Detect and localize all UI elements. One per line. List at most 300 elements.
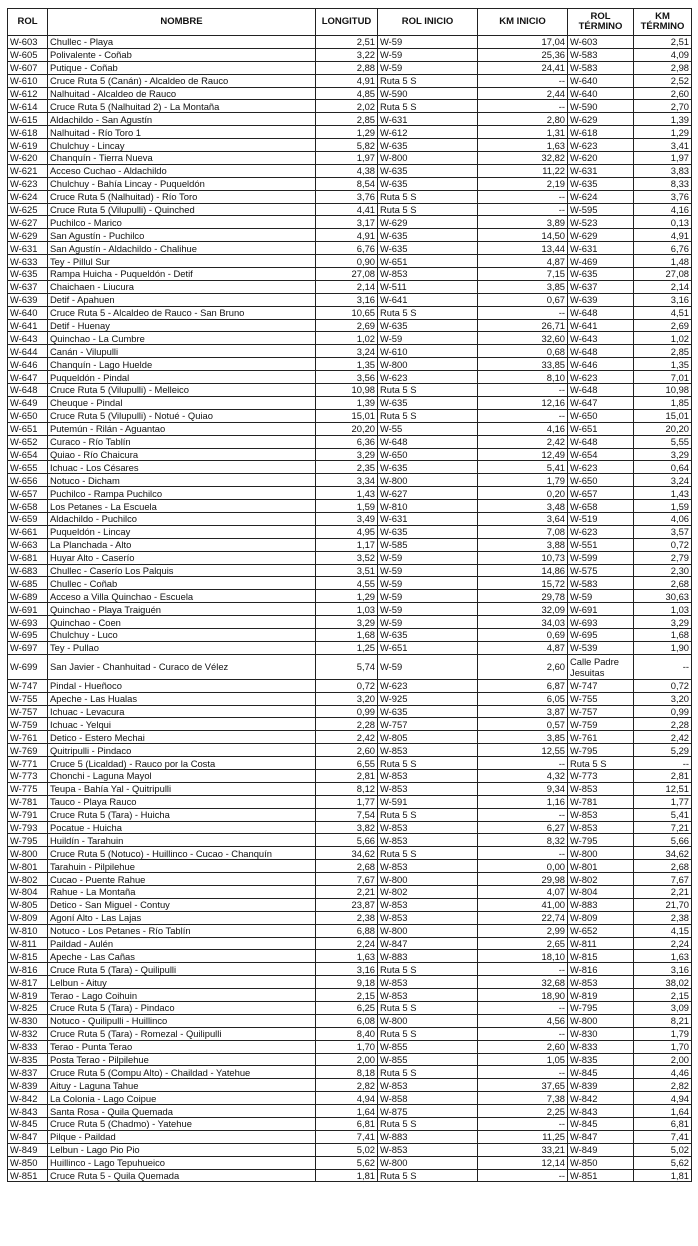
cell-km-termino: 3,09 xyxy=(634,1002,692,1015)
cell-rol: W-810 xyxy=(8,924,48,937)
cell-km-termino: 4,94 xyxy=(634,1092,692,1105)
cell-nombre: Quiao - Río Chaicura xyxy=(48,448,316,461)
cell-rol: W-658 xyxy=(8,500,48,513)
cell-nombre: Pindal - Hueñoco xyxy=(48,679,316,692)
cell-km-inicio: 1,79 xyxy=(478,474,568,487)
cell-km-termino: 7,67 xyxy=(634,873,692,886)
table-row xyxy=(8,924,692,937)
cell-km-inicio: 41,00 xyxy=(478,898,568,911)
cell-km-termino: 2,00 xyxy=(634,1053,692,1066)
table-row xyxy=(8,769,692,782)
cell-nombre: Chanquín - Lago Huelde xyxy=(48,358,316,371)
cell-longitud: 6,76 xyxy=(316,242,378,255)
cell-rol-termino: W-816 xyxy=(568,963,634,976)
cell-rol-termino: W-624 xyxy=(568,190,634,203)
cell-nombre: Detif - Huenay xyxy=(48,319,316,332)
cell-rol-inicio: W-651 xyxy=(378,641,478,654)
cell-km-termino: 30,63 xyxy=(634,590,692,603)
table-row xyxy=(8,551,692,564)
cell-km-termino: 3,16 xyxy=(634,963,692,976)
cell-nombre: Puchilco - Rampa Puchilco xyxy=(48,487,316,500)
cell-rol-termino: W-575 xyxy=(568,564,634,577)
table-row xyxy=(8,448,692,461)
cell-km-termino: 34,62 xyxy=(634,847,692,860)
cell-rol: W-649 xyxy=(8,396,48,409)
cell-rol-inicio: W-623 xyxy=(378,679,478,692)
cell-rol: W-648 xyxy=(8,384,48,397)
cell-longitud: 1,63 xyxy=(316,950,378,963)
cell-rol-termino: W-599 xyxy=(568,551,634,564)
cell-rol: W-681 xyxy=(8,551,48,564)
cell-rol: W-781 xyxy=(8,795,48,808)
table-row xyxy=(8,590,692,603)
cell-km-termino: 0,13 xyxy=(634,216,692,229)
cell-km-termino: -- xyxy=(634,757,692,770)
cell-km-inicio: 6,05 xyxy=(478,692,568,705)
header-longitud: LONGITUD xyxy=(316,9,378,36)
cell-rol-inicio: W-853 xyxy=(378,1079,478,1092)
cell-rol-termino: W-583 xyxy=(568,48,634,61)
cell-longitud: 4,95 xyxy=(316,525,378,538)
cell-longitud: 10,65 xyxy=(316,306,378,319)
cell-nombre: Rahue - La Montaña xyxy=(48,886,316,899)
cell-rol-inicio: W-59 xyxy=(378,603,478,616)
cell-longitud: 1,97 xyxy=(316,152,378,165)
cell-longitud: 2,21 xyxy=(316,886,378,899)
table-row xyxy=(8,963,692,976)
cell-nombre: Santa Rosa - Quila Quemada xyxy=(48,1105,316,1118)
cell-nombre: Apeche - Las Cañas xyxy=(48,950,316,963)
cell-km-termino: -- xyxy=(634,654,692,679)
cell-rol: W-627 xyxy=(8,216,48,229)
cell-longitud: 2,60 xyxy=(316,744,378,757)
cell-nombre: Cruce Ruta 5 (Canán) - Alcaldeo de Rauco xyxy=(48,74,316,87)
cell-longitud: 15,01 xyxy=(316,409,378,422)
cell-rol: W-610 xyxy=(8,74,48,87)
cell-rol-inicio: W-591 xyxy=(378,795,478,808)
cell-longitud: 1,64 xyxy=(316,1105,378,1118)
cell-rol: W-631 xyxy=(8,242,48,255)
cell-rol-termino: W-759 xyxy=(568,718,634,731)
cell-km-inicio: -- xyxy=(478,100,568,113)
cell-km-termino: 7,41 xyxy=(634,1130,692,1143)
cell-km-termino: 5,29 xyxy=(634,744,692,757)
cell-km-termino: 4,51 xyxy=(634,306,692,319)
table-row xyxy=(8,1130,692,1143)
table-row xyxy=(8,950,692,963)
cell-rol-inicio: W-853 xyxy=(378,834,478,847)
cell-rol: W-654 xyxy=(8,448,48,461)
cell-rol-inicio: W-635 xyxy=(378,525,478,538)
cell-km-termino: 0,64 xyxy=(634,461,692,474)
cell-rol-termino: W-647 xyxy=(568,396,634,409)
cell-rol-inicio: W-59 xyxy=(378,551,478,564)
table-row xyxy=(8,345,692,358)
cell-rol: W-839 xyxy=(8,1079,48,1092)
cell-km-termino: 6,76 xyxy=(634,242,692,255)
cell-km-termino: 1,59 xyxy=(634,500,692,513)
cell-rol: W-793 xyxy=(8,821,48,834)
cell-km-termino: 1,97 xyxy=(634,152,692,165)
cell-km-inicio: 7,15 xyxy=(478,268,568,281)
cell-rol: W-833 xyxy=(8,1040,48,1053)
cell-rol-inicio: W-59 xyxy=(378,590,478,603)
cell-longitud: 1,03 xyxy=(316,603,378,616)
cell-km-inicio: -- xyxy=(478,757,568,770)
cell-rol: W-835 xyxy=(8,1053,48,1066)
cell-longitud: 3,17 xyxy=(316,216,378,229)
cell-km-inicio: 4,16 xyxy=(478,422,568,435)
cell-rol-inicio: W-635 xyxy=(378,705,478,718)
cell-longitud: 0,72 xyxy=(316,679,378,692)
cell-rol-termino: W-658 xyxy=(568,500,634,513)
cell-rol: W-652 xyxy=(8,435,48,448)
cell-rol: W-639 xyxy=(8,293,48,306)
cell-km-inicio: 0,57 xyxy=(478,718,568,731)
cell-longitud: 3,22 xyxy=(316,48,378,61)
table-row xyxy=(8,976,692,989)
cell-nombre: Teupa - Bahía Yal - Quitripulli xyxy=(48,782,316,795)
cell-rol-termino: W-623 xyxy=(568,525,634,538)
cell-rol-termino: W-551 xyxy=(568,538,634,551)
cell-km-termino: 1,90 xyxy=(634,641,692,654)
cell-rol-inicio: W-853 xyxy=(378,268,478,281)
cell-longitud: 27,08 xyxy=(316,268,378,281)
cell-longitud: 9,18 xyxy=(316,976,378,989)
table-row xyxy=(8,1040,692,1053)
cell-rol-termino: W-845 xyxy=(568,1066,634,1079)
cell-km-termino: 1,68 xyxy=(634,628,692,641)
cell-rol: W-699 xyxy=(8,654,48,679)
cell-km-termino: 5,02 xyxy=(634,1143,692,1156)
cell-rol-termino: W-755 xyxy=(568,692,634,705)
cell-rol-termino: W-631 xyxy=(568,242,634,255)
table-row xyxy=(8,873,692,886)
cell-rol-termino: W-795 xyxy=(568,834,634,847)
cell-rol: W-693 xyxy=(8,616,48,629)
table-row xyxy=(8,603,692,616)
table-row xyxy=(8,474,692,487)
cell-rol: W-851 xyxy=(8,1169,48,1182)
cell-longitud: 1,68 xyxy=(316,628,378,641)
table-row xyxy=(8,487,692,500)
cell-rol-inicio: W-635 xyxy=(378,177,478,190)
cell-nombre: Chanquín - Tierra Nueva xyxy=(48,152,316,165)
cell-longitud: 3,29 xyxy=(316,616,378,629)
cell-rol-inicio: W-853 xyxy=(378,769,478,782)
cell-rol: W-607 xyxy=(8,61,48,74)
cell-rol: W-619 xyxy=(8,139,48,152)
cell-km-termino: 5,66 xyxy=(634,834,692,847)
cell-nombre: La Colonia - Lago Coipue xyxy=(48,1092,316,1105)
cell-km-termino: 3,83 xyxy=(634,164,692,177)
cell-rol: W-811 xyxy=(8,937,48,950)
cell-rol-termino: W-693 xyxy=(568,616,634,629)
cell-rol-inicio: W-855 xyxy=(378,1040,478,1053)
cell-km-inicio: 26,71 xyxy=(478,319,568,332)
cell-rol-inicio: Ruta 5 S xyxy=(378,203,478,216)
cell-rol-inicio: W-59 xyxy=(378,654,478,679)
cell-nombre: Aituy - Laguna Tahue xyxy=(48,1079,316,1092)
cell-nombre: Huildín - Tarahuin xyxy=(48,834,316,847)
cell-rol-termino: W-815 xyxy=(568,950,634,963)
cell-longitud: 1,17 xyxy=(316,538,378,551)
cell-km-inicio: 34,03 xyxy=(478,616,568,629)
cell-rol-termino: W-781 xyxy=(568,795,634,808)
cell-nombre: Chullec - Coñab xyxy=(48,577,316,590)
cell-rol-termino: W-851 xyxy=(568,1169,634,1182)
table-row xyxy=(8,898,692,911)
cell-rol-termino: W-839 xyxy=(568,1079,634,1092)
cell-rol-inicio: Ruta 5 S xyxy=(378,384,478,397)
cell-longitud: 5,62 xyxy=(316,1156,378,1169)
table-row xyxy=(8,705,692,718)
cell-rol: W-819 xyxy=(8,989,48,1002)
cell-nombre: Cruce Ruta 5 (Nalhuitad) - Río Toro xyxy=(48,190,316,203)
cell-rol-termino: W-657 xyxy=(568,487,634,500)
cell-longitud: 7,41 xyxy=(316,1130,378,1143)
cell-rol: W-775 xyxy=(8,782,48,795)
cell-nombre: Tarahuin - Pilpilehue xyxy=(48,860,316,873)
cell-longitud: 5,66 xyxy=(316,834,378,847)
cell-km-inicio: 17,04 xyxy=(478,36,568,49)
table-row xyxy=(8,293,692,306)
cell-km-termino: 2,69 xyxy=(634,319,692,332)
cell-km-termino: 3,29 xyxy=(634,448,692,461)
header-km-termino: KM TÉRMINO xyxy=(634,9,692,36)
cell-longitud: 1,77 xyxy=(316,795,378,808)
cell-rol-termino: W-843 xyxy=(568,1105,634,1118)
cell-rol-inicio: W-59 xyxy=(378,616,478,629)
cell-rol: W-603 xyxy=(8,36,48,49)
cell-km-inicio: 0,69 xyxy=(478,628,568,641)
cell-nombre: Terao - Punta Terao xyxy=(48,1040,316,1053)
cell-rol-inicio: W-585 xyxy=(378,538,478,551)
cell-rol-termino: W-595 xyxy=(568,203,634,216)
cell-rol-termino: W-539 xyxy=(568,641,634,654)
cell-rol: W-605 xyxy=(8,48,48,61)
cell-longitud: 8,54 xyxy=(316,177,378,190)
cell-km-inicio: 3,88 xyxy=(478,538,568,551)
cell-longitud: 2,69 xyxy=(316,319,378,332)
cell-rol: W-805 xyxy=(8,898,48,911)
cell-rol: W-747 xyxy=(8,679,48,692)
cell-km-termino: 5,62 xyxy=(634,1156,692,1169)
cell-rol-termino: W-646 xyxy=(568,358,634,371)
table-header-row xyxy=(8,9,692,36)
cell-km-inicio: 0,20 xyxy=(478,487,568,500)
cell-rol-inicio: Ruta 5 S xyxy=(378,757,478,770)
table-row xyxy=(8,821,692,834)
cell-nombre: Quinchao - Coen xyxy=(48,616,316,629)
cell-rol-termino: W-883 xyxy=(568,898,634,911)
cell-nombre: Notuco - Dicham xyxy=(48,474,316,487)
table-row xyxy=(8,1092,692,1105)
cell-rol-inicio: W-59 xyxy=(378,564,478,577)
table-row xyxy=(8,500,692,513)
cell-rol: W-637 xyxy=(8,280,48,293)
cell-rol-termino: W-773 xyxy=(568,769,634,782)
cell-rol-inicio: W-853 xyxy=(378,744,478,757)
cell-longitud: 6,81 xyxy=(316,1118,378,1131)
table-row xyxy=(8,48,692,61)
cell-rol: W-663 xyxy=(8,538,48,551)
cell-nombre: Rampa Huicha - Puqueldón - Detif xyxy=(48,268,316,281)
cell-rol-inicio: W-590 xyxy=(378,87,478,100)
cell-rol-termino: W-650 xyxy=(568,409,634,422)
cell-rol: W-621 xyxy=(8,164,48,177)
cell-km-termino: 10,98 xyxy=(634,384,692,397)
cell-nombre: Acceso Cuchao - Aldachildo xyxy=(48,164,316,177)
table-row xyxy=(8,384,692,397)
cell-rol: W-817 xyxy=(8,976,48,989)
cell-km-inicio: 9,34 xyxy=(478,782,568,795)
cell-rol: W-695 xyxy=(8,628,48,641)
cell-nombre: Cruce Ruta 5 (Nalhuitad 2) - La Montaña xyxy=(48,100,316,113)
table-row xyxy=(8,679,692,692)
cell-longitud: 2,38 xyxy=(316,911,378,924)
cell-km-termino: 27,08 xyxy=(634,268,692,281)
cell-nombre: Chaichaen - Liucura xyxy=(48,280,316,293)
cell-rol-inicio: W-648 xyxy=(378,435,478,448)
cell-nombre: Chullec - Playa xyxy=(48,36,316,49)
cell-rol-inicio: W-650 xyxy=(378,448,478,461)
cell-nombre: Pilque - Paildad xyxy=(48,1130,316,1143)
cell-rol-termino: W-691 xyxy=(568,603,634,616)
table-row xyxy=(8,628,692,641)
table-row xyxy=(8,731,692,744)
cell-km-inicio: 15,72 xyxy=(478,577,568,590)
cell-rol: W-625 xyxy=(8,203,48,216)
cell-nombre: Cruce Ruta 5 (Tara) - Romezal - Quilipulli xyxy=(48,1027,316,1040)
table-row xyxy=(8,1066,692,1079)
cell-km-termino: 0,72 xyxy=(634,538,692,551)
cell-nombre: Cruce Ruta 5 (Vilupulli) - Quinched xyxy=(48,203,316,216)
cell-rol: W-685 xyxy=(8,577,48,590)
header-km-inicio: KM INICIO xyxy=(478,9,568,36)
cell-rol: W-620 xyxy=(8,152,48,165)
cell-km-inicio: 3,64 xyxy=(478,512,568,525)
cell-km-inicio: -- xyxy=(478,306,568,319)
cell-km-termino: 2,38 xyxy=(634,911,692,924)
cell-km-termino: 2,82 xyxy=(634,1079,692,1092)
cell-nombre: Apeche - Las Hualas xyxy=(48,692,316,705)
cell-km-termino: 2,42 xyxy=(634,731,692,744)
cell-nombre: Chulchuy - Luco xyxy=(48,628,316,641)
cell-rol-termino: W-469 xyxy=(568,255,634,268)
cell-nombre: Nalhuitad - Río Toro 1 xyxy=(48,126,316,139)
cell-longitud: 5,02 xyxy=(316,1143,378,1156)
cell-rol-inicio: Ruta 5 S xyxy=(378,963,478,976)
cell-rol-termino: W-853 xyxy=(568,976,634,989)
cell-longitud: 8,12 xyxy=(316,782,378,795)
cell-km-inicio: 3,89 xyxy=(478,216,568,229)
cell-rol: W-809 xyxy=(8,911,48,924)
table-row xyxy=(8,306,692,319)
cell-longitud: 3,34 xyxy=(316,474,378,487)
cell-rol-inicio: W-610 xyxy=(378,345,478,358)
cell-longitud: 3,16 xyxy=(316,293,378,306)
cell-rol-termino: W-853 xyxy=(568,782,634,795)
table-row xyxy=(8,409,692,422)
table-row xyxy=(8,795,692,808)
cell-rol-termino: W-639 xyxy=(568,293,634,306)
cell-rol: W-825 xyxy=(8,1002,48,1015)
cell-nombre: Chulchuy - Bahía Lincay - Puqueldón xyxy=(48,177,316,190)
header-rol-inicio: ROL INICIO xyxy=(378,9,478,36)
cell-km-inicio: 2,60 xyxy=(478,1040,568,1053)
table-row xyxy=(8,512,692,525)
cell-km-termino: 4,46 xyxy=(634,1066,692,1079)
cell-nombre: Posta Terao - Pilpilehue xyxy=(48,1053,316,1066)
table-row xyxy=(8,757,692,770)
cell-km-termino: 1,70 xyxy=(634,1040,692,1053)
cell-rol-termino: W-620 xyxy=(568,152,634,165)
cell-rol: W-689 xyxy=(8,590,48,603)
cell-nombre: Paildad - Aulén xyxy=(48,937,316,950)
cell-rol-termino: W-845 xyxy=(568,1118,634,1131)
cell-nombre: Cruce Ruta 5 (Vilupulli) - Notué - Quiao xyxy=(48,409,316,422)
cell-rol-inicio: W-810 xyxy=(378,500,478,513)
cell-rol-termino: W-842 xyxy=(568,1092,634,1105)
cell-rol-inicio: W-631 xyxy=(378,512,478,525)
cell-km-inicio: 33,21 xyxy=(478,1143,568,1156)
cell-rol-termino: W-757 xyxy=(568,705,634,718)
cell-km-inicio: -- xyxy=(478,384,568,397)
cell-nombre: Curaco - Río Tablín xyxy=(48,435,316,448)
cell-longitud: 3,29 xyxy=(316,448,378,461)
cell-rol: W-650 xyxy=(8,409,48,422)
cell-km-inicio: 6,27 xyxy=(478,821,568,834)
cell-longitud: 3,82 xyxy=(316,821,378,834)
cell-km-termino: 1,43 xyxy=(634,487,692,500)
cell-nombre: Lelbun - Lago Pio Pio xyxy=(48,1143,316,1156)
cell-rol-termino: W-650 xyxy=(568,474,634,487)
table-row xyxy=(8,435,692,448)
cell-nombre: Ichuac - Levacura xyxy=(48,705,316,718)
cell-rol-termino: W-652 xyxy=(568,924,634,937)
cell-rol: W-801 xyxy=(8,860,48,873)
cell-longitud: 1,29 xyxy=(316,590,378,603)
cell-longitud: 5,82 xyxy=(316,139,378,152)
cell-km-termino: 4,91 xyxy=(634,229,692,242)
cell-rol-termino: W-523 xyxy=(568,216,634,229)
cell-rol-inicio: W-853 xyxy=(378,898,478,911)
cell-km-inicio: -- xyxy=(478,1169,568,1182)
cell-rol-termino: W-623 xyxy=(568,371,634,384)
cell-rol-termino: W-519 xyxy=(568,512,634,525)
table-row xyxy=(8,1156,692,1169)
table-row xyxy=(8,538,692,551)
cell-longitud: 6,36 xyxy=(316,435,378,448)
cell-rol-termino: W-801 xyxy=(568,860,634,873)
cell-nombre: Huyar Alto - Caserío xyxy=(48,551,316,564)
cell-nombre: Aldachildo - San Agustín xyxy=(48,113,316,126)
cell-rol: W-759 xyxy=(8,718,48,731)
cell-rol-inicio: W-853 xyxy=(378,821,478,834)
cell-rol: W-832 xyxy=(8,1027,48,1040)
cell-km-inicio: -- xyxy=(478,203,568,216)
cell-km-inicio: 29,98 xyxy=(478,873,568,886)
table-row xyxy=(8,1014,692,1027)
cell-longitud: 3,24 xyxy=(316,345,378,358)
cell-nombre: Polivalente - Coñab xyxy=(48,48,316,61)
cell-km-inicio: 2,19 xyxy=(478,177,568,190)
table-row xyxy=(8,1169,692,1182)
cell-km-termino: 4,16 xyxy=(634,203,692,216)
cell-km-inicio: 12,49 xyxy=(478,448,568,461)
header-rol-termino: ROL TÉRMINO xyxy=(568,9,634,36)
